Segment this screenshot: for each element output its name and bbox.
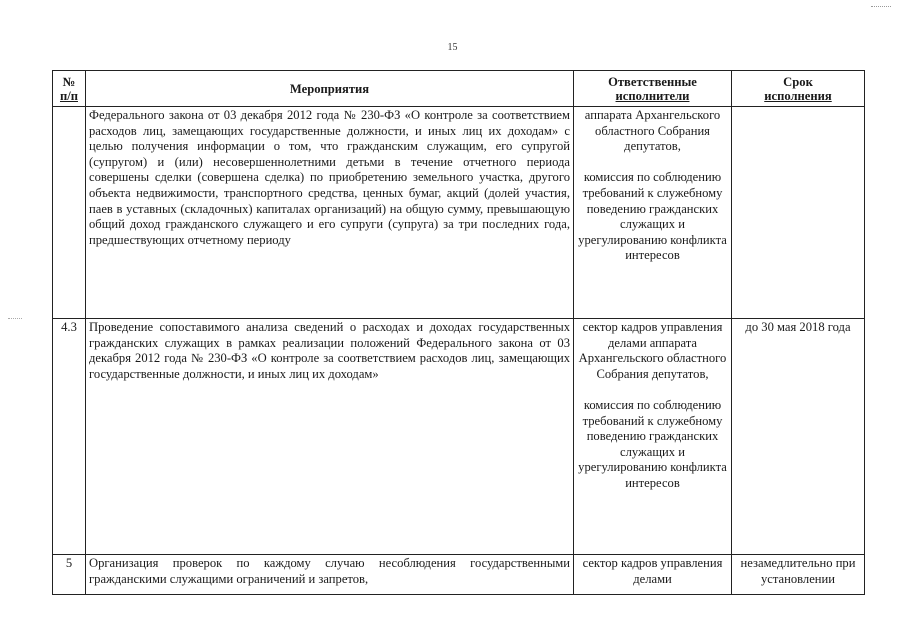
row-number [53, 107, 86, 319]
row-term [732, 107, 865, 319]
row-activity: Федерального закона от 03 декабря 2012 года № 230-ФЗ «О контроле за соответствием расходов лиц, замещающих государственные должности, и иных лиц их доходам» с целью получения информации о том, что гражданским служащим, его супругой (супругом) и (или) несовершеннолетними детьми в течение отчетного периода совершены сделки (совершена сделка) по приобретению земельного участка, другого объекта недвижимости, транспортного средства, ценных бумаг, акций (долей участия, паев в уставных (складочных) капиталах организаций) на общую сумму, превышающую общий доход гражданского служащего и его супруги (супруга) за три последних года, предшествующих отчетному периоду [86, 107, 574, 319]
row-term: до 30 мая 2018 года [732, 319, 865, 555]
header-executors [574, 71, 732, 107]
header-num-line2: п/п [59, 88, 78, 103]
row-executors [574, 319, 732, 555]
header-term-line2: исполнения [764, 88, 832, 103]
row-term: незамедлительно при установлении [732, 555, 865, 595]
executor-text: сектор кадров управления делами [582, 556, 723, 586]
header-num-line1: № [62, 74, 76, 89]
executor-text: аппарата Архангельского областного Собрания депутатов, [584, 108, 721, 154]
table-row [53, 319, 865, 555]
header-term [732, 71, 865, 107]
table-header-row [53, 71, 865, 107]
scan-corner-mark [871, 6, 891, 8]
header-term-line1: Срок [783, 74, 813, 89]
executor-text: комиссия по соблюдению требований к служебному поведению гражданских служащих и урегулированию конфликта интересов [578, 170, 727, 263]
header-executors-line2: исполнители [615, 88, 690, 103]
header-executors-line1: Ответственные [608, 74, 697, 89]
executor-text: сектор кадров управления делами аппарата Архангельского областного Собрания депутатов, [578, 320, 727, 381]
row-number: 5 [53, 555, 86, 595]
table-row [53, 107, 865, 319]
row-activity: Организация проверок по каждому случаю несоблюдения государственными гражданскими служащими ограничений и запретов, [86, 555, 574, 595]
row-activity: Проведение сопоставимого анализа сведений о расходах и доходах государственных гражданских служащих в рамках реализации положений Федерального закона от 03 декабря 2012 года № 230-ФЗ «О контроле за соответствием расходов лиц, замещающих государственные должности, и иных лиц их доходам» [86, 319, 574, 555]
page-number: 15 [447, 42, 458, 53]
table-row [53, 555, 865, 595]
header-activities [86, 71, 574, 107]
header-activities-label: Мероприятия [289, 81, 370, 96]
row-number: 4.3 [53, 319, 86, 555]
row-executors [574, 107, 732, 319]
header-num [53, 71, 86, 107]
executor-text: комиссия по соблюдению требований к служебному поведению гражданских служащих и урегулированию конфликта интересов [578, 397, 727, 490]
measures-table [52, 70, 865, 595]
row-executors [574, 555, 732, 595]
scan-edge-mark [8, 318, 22, 320]
